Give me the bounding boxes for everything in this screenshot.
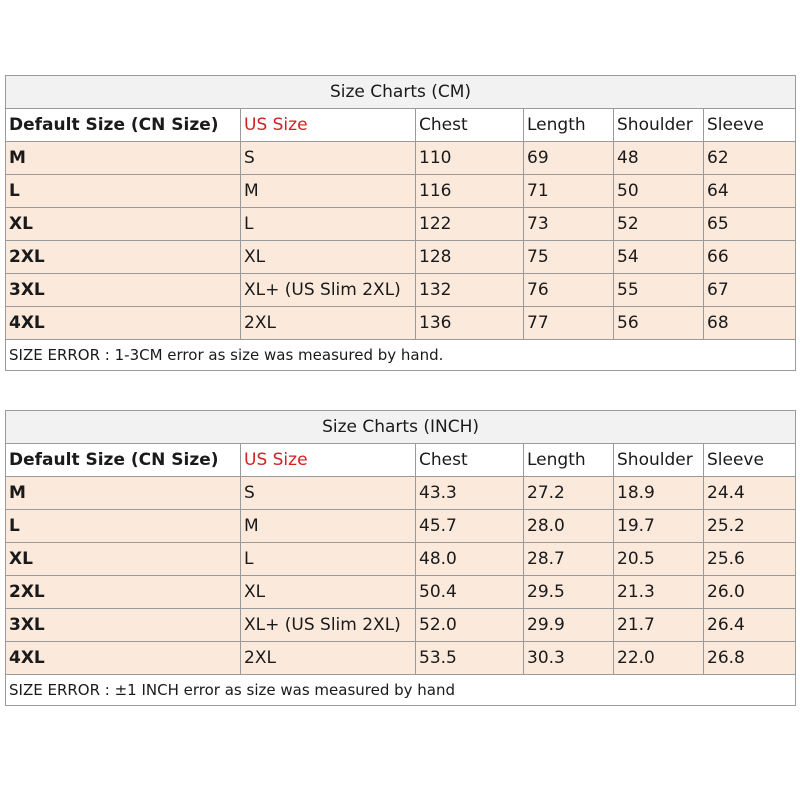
table-row: [6, 642, 796, 675]
cell-shoulder: 54: [614, 241, 704, 274]
header-shoulder: Shoulder: [614, 444, 704, 477]
cell-cn-size: 2XL: [6, 241, 241, 274]
cell-cn-size: 4XL: [6, 307, 241, 340]
cell-shoulder: 22.0: [614, 642, 704, 675]
table-row: [6, 241, 796, 274]
cell-shoulder: 48: [614, 142, 704, 175]
size-error-note-row: [6, 675, 796, 706]
table-title-row: [6, 76, 796, 109]
cell-length: 76: [524, 274, 614, 307]
cell-us-size: XL+ (US Slim 2XL): [241, 609, 416, 642]
cell-us-size: S: [241, 142, 416, 175]
header-length: Length: [524, 444, 614, 477]
table-row: [6, 307, 796, 340]
table-row: [6, 510, 796, 543]
cell-length: 71: [524, 175, 614, 208]
cell-chest: 110: [416, 142, 524, 175]
table-header-row: [6, 444, 796, 477]
cell-length: 29.5: [524, 576, 614, 609]
size-table-inch: [5, 410, 796, 706]
cell-shoulder: 21.3: [614, 576, 704, 609]
cell-cn-size: 3XL: [6, 609, 241, 642]
cell-sleeve: 26.0: [704, 576, 796, 609]
cell-chest: 53.5: [416, 642, 524, 675]
table-row: [6, 609, 796, 642]
size-error-note-row: [6, 340, 796, 371]
cell-length: 30.3: [524, 642, 614, 675]
table-row: [6, 175, 796, 208]
table-title: Size Charts (INCH): [6, 411, 796, 444]
header-chest: Chest: [416, 444, 524, 477]
cell-cn-size: XL: [6, 208, 241, 241]
cell-sleeve: 26.4: [704, 609, 796, 642]
cell-us-size: XL+ (US Slim 2XL): [241, 274, 416, 307]
cell-chest: 45.7: [416, 510, 524, 543]
cell-shoulder: 18.9: [614, 477, 704, 510]
cell-sleeve: 62: [704, 142, 796, 175]
cell-us-size: M: [241, 510, 416, 543]
cell-chest: 50.4: [416, 576, 524, 609]
cell-length: 69: [524, 142, 614, 175]
cell-chest: 122: [416, 208, 524, 241]
cell-cn-size: M: [6, 142, 241, 175]
size-error-note: SIZE ERROR : ±1 INCH error as size was measured by hand: [6, 675, 796, 706]
header-sleeve: Sleeve: [704, 444, 796, 477]
table-row: [6, 208, 796, 241]
size-error-note: SIZE ERROR : 1-3CM error as size was measured by hand.: [6, 340, 796, 371]
cell-us-size: XL: [241, 241, 416, 274]
cell-us-size: L: [241, 208, 416, 241]
cell-us-size: S: [241, 477, 416, 510]
cell-chest: 43.3: [416, 477, 524, 510]
cell-sleeve: 64: [704, 175, 796, 208]
cell-sleeve: 65: [704, 208, 796, 241]
header-cn-size: Default Size (CN Size): [6, 109, 241, 142]
cell-cn-size: 3XL: [6, 274, 241, 307]
cell-length: 27.2: [524, 477, 614, 510]
table-row: [6, 477, 796, 510]
size-table-cm: [5, 75, 796, 371]
cell-chest: 136: [416, 307, 524, 340]
cell-shoulder: 52: [614, 208, 704, 241]
cell-cn-size: L: [6, 510, 241, 543]
cell-length: 28.7: [524, 543, 614, 576]
table-header-row: [6, 109, 796, 142]
cell-sleeve: 67: [704, 274, 796, 307]
cell-cn-size: L: [6, 175, 241, 208]
cell-chest: 116: [416, 175, 524, 208]
cell-shoulder: 56: [614, 307, 704, 340]
table-row: [6, 274, 796, 307]
cell-us-size: 2XL: [241, 307, 416, 340]
cell-chest: 132: [416, 274, 524, 307]
cell-us-size: XL: [241, 576, 416, 609]
cell-shoulder: 21.7: [614, 609, 704, 642]
cell-sleeve: 26.8: [704, 642, 796, 675]
cell-sleeve: 68: [704, 307, 796, 340]
size-chart-inch: [5, 410, 795, 706]
header-us-size: US Size: [241, 109, 416, 142]
cell-chest: 52.0: [416, 609, 524, 642]
cell-sleeve: 25.2: [704, 510, 796, 543]
cell-length: 73: [524, 208, 614, 241]
header-chest: Chest: [416, 109, 524, 142]
cell-chest: 128: [416, 241, 524, 274]
size-chart-cm: [5, 75, 795, 371]
cell-cn-size: 4XL: [6, 642, 241, 675]
table-row: [6, 142, 796, 175]
table-title-row: [6, 411, 796, 444]
cell-length: 77: [524, 307, 614, 340]
cell-sleeve: 66: [704, 241, 796, 274]
header-us-size: US Size: [241, 444, 416, 477]
cell-shoulder: 19.7: [614, 510, 704, 543]
cell-shoulder: 50: [614, 175, 704, 208]
cell-length: 29.9: [524, 609, 614, 642]
header-sleeve: Sleeve: [704, 109, 796, 142]
table-row: [6, 543, 796, 576]
header-length: Length: [524, 109, 614, 142]
cell-length: 28.0: [524, 510, 614, 543]
cell-us-size: 2XL: [241, 642, 416, 675]
cell-length: 75: [524, 241, 614, 274]
header-shoulder: Shoulder: [614, 109, 704, 142]
cell-sleeve: 24.4: [704, 477, 796, 510]
cell-shoulder: 20.5: [614, 543, 704, 576]
cell-cn-size: 2XL: [6, 576, 241, 609]
table-row: [6, 576, 796, 609]
cell-shoulder: 55: [614, 274, 704, 307]
cell-us-size: M: [241, 175, 416, 208]
cell-sleeve: 25.6: [704, 543, 796, 576]
cell-us-size: L: [241, 543, 416, 576]
cell-cn-size: M: [6, 477, 241, 510]
header-cn-size: Default Size (CN Size): [6, 444, 241, 477]
cell-chest: 48.0: [416, 543, 524, 576]
cell-cn-size: XL: [6, 543, 241, 576]
table-title: Size Charts (CM): [6, 76, 796, 109]
